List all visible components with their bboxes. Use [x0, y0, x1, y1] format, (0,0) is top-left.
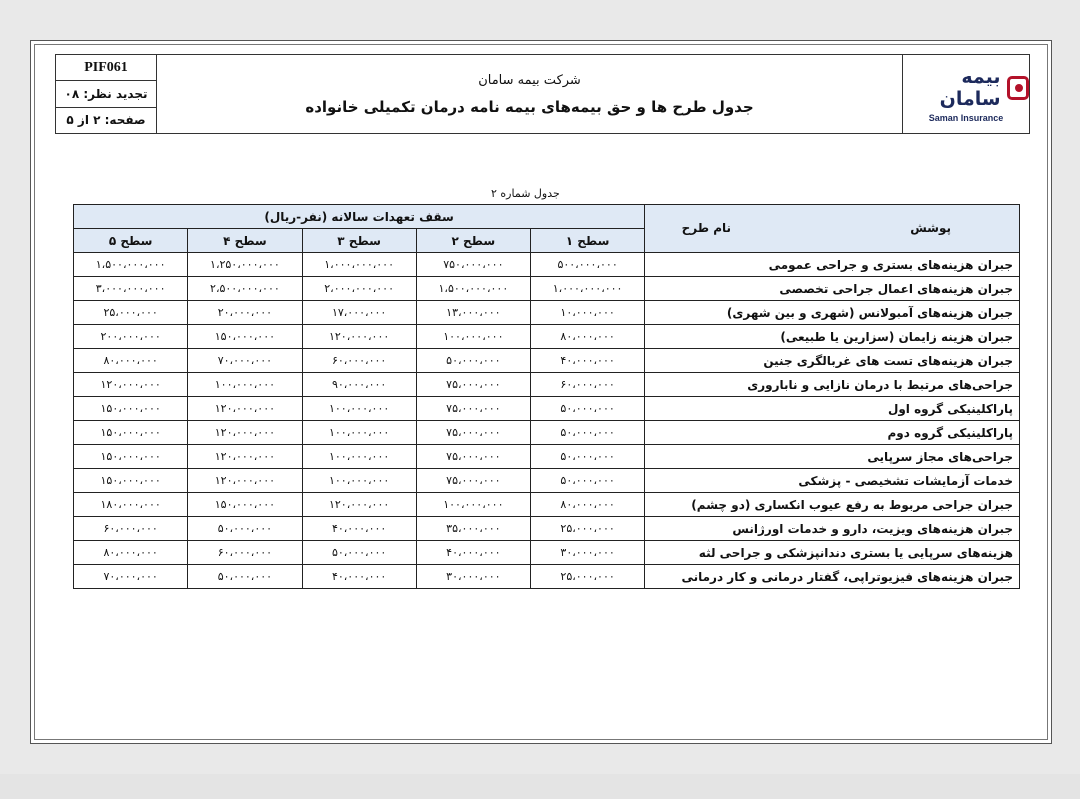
amount-cell: ۲۵،۰۰۰،۰۰۰	[530, 565, 644, 589]
level-header: سطح ۱	[530, 229, 644, 253]
amount-cell: ۵۰،۰۰۰،۰۰۰	[530, 469, 644, 493]
amount-cell: ۷۵،۰۰۰،۰۰۰	[416, 373, 530, 397]
amount-cell: ۱۵۰،۰۰۰،۰۰۰	[74, 421, 188, 445]
document-header	[55, 54, 1030, 134]
form-code: PIF061	[56, 55, 156, 81]
revision-label: تجدید نظر: ۰۸	[56, 81, 156, 107]
amount-cell: ۱۵۰،۰۰۰،۰۰۰	[188, 325, 302, 349]
amount-cell: ۵۰،۰۰۰،۰۰۰	[530, 397, 644, 421]
amount-cell: ۱۳،۰۰۰،۰۰۰	[416, 301, 530, 325]
table-row	[74, 469, 1020, 493]
table-row	[74, 517, 1020, 541]
amount-cell: ۸۰،۰۰۰،۰۰۰	[74, 541, 188, 565]
amount-cell: ۴۰،۰۰۰،۰۰۰	[416, 541, 530, 565]
table-row	[74, 253, 1020, 277]
amount-cell: ۱،۰۰۰،۰۰۰،۰۰۰	[530, 277, 644, 301]
table-row	[74, 421, 1020, 445]
plan-name-header-label: نام طرح	[681, 221, 731, 235]
amount-cell: ۷۵،۰۰۰،۰۰۰	[416, 397, 530, 421]
page-number: صفحه: ۲ از ۵	[66, 113, 146, 128]
amount-cell: ۸۰،۰۰۰،۰۰۰	[530, 493, 644, 517]
amount-cell: ۷۵،۰۰۰،۰۰۰	[416, 421, 530, 445]
table-row	[74, 397, 1020, 421]
amount-cell: ۴۰،۰۰۰،۰۰۰	[302, 517, 416, 541]
level-header: سطح ۲	[416, 229, 530, 253]
coverage-cell: پاراکلینیکی گروه دوم	[645, 421, 1020, 445]
annual-cap-header: سقف تعهدات سالانه (نفر-ریال)	[74, 205, 645, 229]
table-row	[74, 301, 1020, 325]
coverage-table	[73, 204, 1020, 589]
amount-cell: ۲۰۰،۰۰۰،۰۰۰	[74, 325, 188, 349]
table-row	[74, 349, 1020, 373]
coverage-cell: جبران جراحی مربوط به رفع عیوب انکساری (دو چشم)	[645, 493, 1020, 517]
amount-cell: ۱۲۰،۰۰۰،۰۰۰	[74, 373, 188, 397]
coverage-cell: جبران هزینه زایمان (سزارین یا طبیعی)	[645, 325, 1020, 349]
coverage-cell: خدمات آزمایشات تشخیصی - پزشکی	[645, 469, 1020, 493]
table-row	[74, 325, 1020, 349]
amount-cell: ۸۰،۰۰۰،۰۰۰	[530, 325, 644, 349]
amount-cell: ۱۰۰،۰۰۰،۰۰۰	[302, 469, 416, 493]
coverage-cell: هزینه‌های سرپایی یا بستری دندانپزشکی و جراحی لثه	[645, 541, 1020, 565]
coverage-cell: پاراکلینیکی گروه اول	[645, 397, 1020, 421]
amount-cell: ۱،۲۵۰،۰۰۰،۰۰۰	[188, 253, 302, 277]
amount-cell: ۲۰،۰۰۰،۰۰۰	[188, 301, 302, 325]
table-row	[74, 541, 1020, 565]
amount-cell: ۸۰،۰۰۰،۰۰۰	[74, 349, 188, 373]
amount-cell: ۵۰،۰۰۰،۰۰۰	[530, 445, 644, 469]
amount-cell: ۱۲۰،۰۰۰،۰۰۰	[188, 445, 302, 469]
table-row	[74, 493, 1020, 517]
bottom-margin	[0, 774, 1080, 799]
amount-cell: ۳،۰۰۰،۰۰۰،۰۰۰	[74, 277, 188, 301]
amount-cell: ۱۲۰،۰۰۰،۰۰۰	[188, 469, 302, 493]
amount-cell: ۹۰،۰۰۰،۰۰۰	[302, 373, 416, 397]
amount-cell: ۷۰،۰۰۰،۰۰۰	[188, 349, 302, 373]
amount-cell: ۱۵۰،۰۰۰،۰۰۰	[74, 397, 188, 421]
amount-cell: ۵۰۰،۰۰۰،۰۰۰	[530, 253, 644, 277]
amount-cell: ۱۵۰،۰۰۰،۰۰۰	[188, 493, 302, 517]
coverage-cell: جبران هزینه‌های بستری و جراحی عمومی	[645, 253, 1020, 277]
header-title-block	[157, 55, 903, 133]
amount-cell: ۱۲۰،۰۰۰،۰۰۰	[302, 325, 416, 349]
amount-cell: ۱۷،۰۰۰،۰۰۰	[302, 301, 416, 325]
table-row	[74, 373, 1020, 397]
amount-cell: ۱۲۰،۰۰۰،۰۰۰	[302, 493, 416, 517]
amount-cell: ۱۲۰،۰۰۰،۰۰۰	[188, 397, 302, 421]
coverage-cell: جبران هزینه‌های فیزیوتراپی، گفتار درمانی و کار درمانی	[645, 565, 1020, 589]
coverage-cell: جبران هزینه‌های تست های غربالگری جنین	[645, 349, 1020, 373]
amount-cell: ۴۰،۰۰۰،۰۰۰	[530, 349, 644, 373]
amount-cell: ۳۰،۰۰۰،۰۰۰	[416, 565, 530, 589]
amount-cell: ۷۰،۰۰۰،۰۰۰	[74, 565, 188, 589]
document-page	[30, 40, 1052, 744]
coverage-header-label: پوشش	[910, 221, 951, 235]
amount-cell: ۷۵،۰۰۰،۰۰۰	[416, 469, 530, 493]
table-row	[74, 565, 1020, 589]
coverage-plan-header	[645, 205, 1020, 253]
amount-cell: ۱،۵۰۰،۰۰۰،۰۰۰	[416, 277, 530, 301]
coverage-cell: جبران هزینه‌های ویزیت، دارو و خدمات اورژانس	[645, 517, 1020, 541]
logo-text-en: Saman Insurance	[928, 112, 1004, 123]
amount-cell: ۶۰،۰۰۰،۰۰۰	[530, 373, 644, 397]
amount-cell: ۷۵،۰۰۰،۰۰۰	[416, 445, 530, 469]
amount-cell: ۵۰،۰۰۰،۰۰۰	[188, 565, 302, 589]
amount-cell: ۴۰،۰۰۰،۰۰۰	[302, 565, 416, 589]
amount-cell: ۶۰،۰۰۰،۰۰۰	[302, 349, 416, 373]
amount-cell: ۳۰،۰۰۰،۰۰۰	[530, 541, 644, 565]
company-logo	[903, 55, 1029, 133]
level-header: سطح ۵	[74, 229, 188, 253]
amount-cell: ۶۰،۰۰۰،۰۰۰	[188, 541, 302, 565]
amount-cell: ۱۸۰،۰۰۰،۰۰۰	[74, 493, 188, 517]
table-row	[74, 445, 1020, 469]
logo-icon	[1007, 76, 1029, 100]
amount-cell: ۲،۵۰۰،۰۰۰،۰۰۰	[188, 277, 302, 301]
table-row	[74, 277, 1020, 301]
amount-cell: ۱۰۰،۰۰۰،۰۰۰	[188, 373, 302, 397]
amount-cell: ۱۵۰،۰۰۰،۰۰۰	[74, 469, 188, 493]
amount-cell: ۱۰۰،۰۰۰،۰۰۰	[416, 325, 530, 349]
logo-text-fa: بیمه سامان	[939, 65, 1001, 110]
level-header: سطح ۴	[188, 229, 302, 253]
amount-cell: ۲۵،۰۰۰،۰۰۰	[530, 517, 644, 541]
amount-cell: ۷۵۰،۰۰۰،۰۰۰	[416, 253, 530, 277]
document-title: جدول طرح ها و حق بیمه‌های بیمه نامه درمان تکمیلی خانواده	[305, 97, 754, 116]
amount-cell: ۲۵،۰۰۰،۰۰۰	[74, 301, 188, 325]
coverage-cell: جبران هزینه‌های آمبولانس (شهری و بین شهری)	[645, 301, 1020, 325]
amount-cell: ۱۰۰،۰۰۰،۰۰۰	[416, 493, 530, 517]
amount-cell: ۲،۰۰۰،۰۰۰،۰۰۰	[302, 277, 416, 301]
amount-cell: ۵۰،۰۰۰،۰۰۰	[302, 541, 416, 565]
form-info-box	[56, 55, 157, 133]
level-header: سطح ۳	[302, 229, 416, 253]
amount-cell: ۵۰،۰۰۰،۰۰۰	[416, 349, 530, 373]
amount-cell: ۱۲۰،۰۰۰،۰۰۰	[188, 421, 302, 445]
amount-cell: ۱۰۰،۰۰۰،۰۰۰	[302, 445, 416, 469]
amount-cell: ۱۰۰،۰۰۰،۰۰۰	[302, 421, 416, 445]
amount-cell: ۱۵۰،۰۰۰،۰۰۰	[74, 445, 188, 469]
table-caption: جدول شماره ۲	[491, 187, 560, 200]
coverage-cell: جبران هزینه‌های اعمال جراحی تخصصی	[645, 277, 1020, 301]
company-name: شرکت بیمه سامان	[478, 72, 581, 88]
coverage-cell: جراحی‌های مرتبط با درمان نازایی و ناباروری	[645, 373, 1020, 397]
coverage-cell: جراحی‌های مجاز سرپایی	[645, 445, 1020, 469]
amount-cell: ۵۰،۰۰۰،۰۰۰	[188, 517, 302, 541]
amount-cell: ۳۵،۰۰۰،۰۰۰	[416, 517, 530, 541]
amount-cell: ۱۰،۰۰۰،۰۰۰	[530, 301, 644, 325]
amount-cell: ۵۰،۰۰۰،۰۰۰	[530, 421, 644, 445]
amount-cell: ۱،۰۰۰،۰۰۰،۰۰۰	[302, 253, 416, 277]
amount-cell: ۱،۵۰۰،۰۰۰،۰۰۰	[74, 253, 188, 277]
amount-cell: ۱۰۰،۰۰۰،۰۰۰	[302, 397, 416, 421]
amount-cell: ۶۰،۰۰۰،۰۰۰	[74, 517, 188, 541]
